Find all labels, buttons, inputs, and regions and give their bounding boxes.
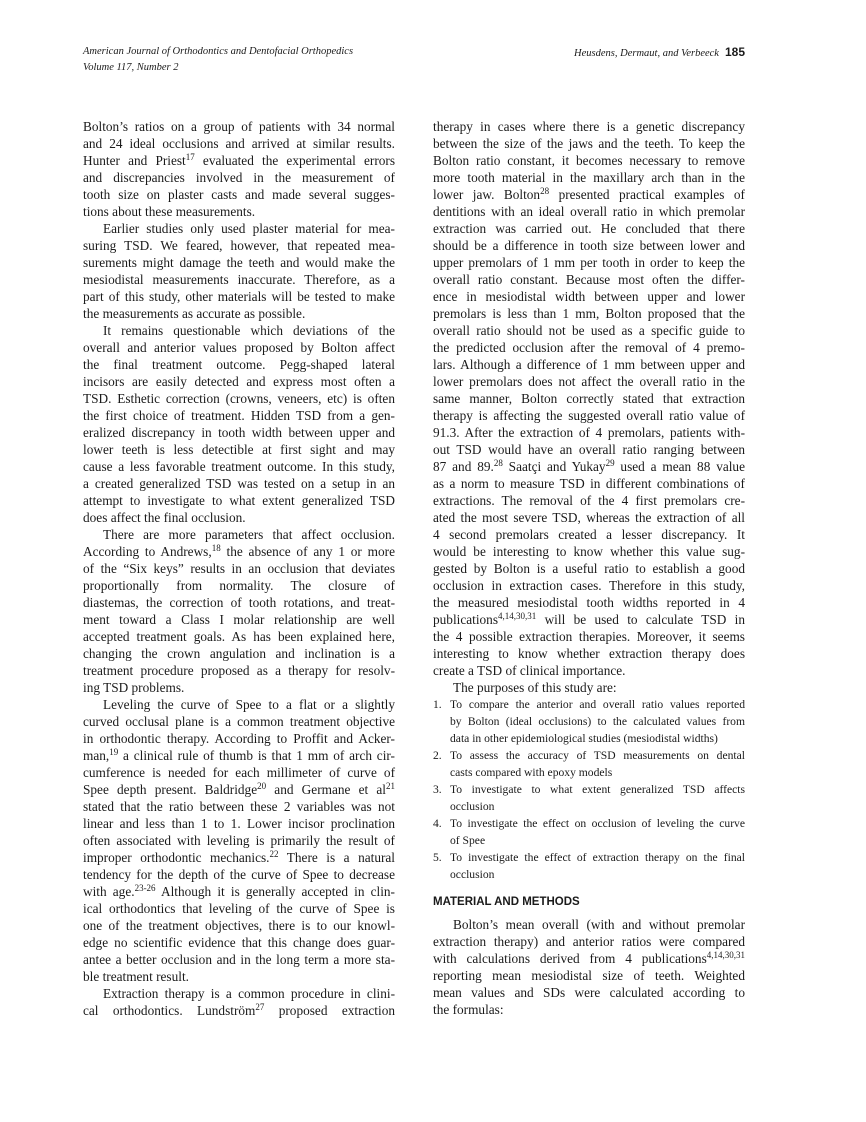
text-line: and 24 ideal occlusions and arrived at similar results. [83,136,395,151]
list-number: 5. [433,851,442,864]
text-line: does affect the final occlusion. [83,510,246,525]
citation-superscript: 28 [493,458,503,468]
purpose-list-item [433,781,745,815]
list-number: 1. [433,698,442,711]
text-line: eralized discrepancy in tooth width between upper and [83,425,395,440]
citation-superscript: 4,14,30,31 [706,950,745,960]
page-number: 185 [724,45,745,59]
citation-superscript: 4,14,30,31 [498,611,537,621]
text-line: would be interesting to know whether this value sug- [433,544,745,559]
text-line: stated that the ratio between these 2 variables was not [83,799,395,814]
text-line: overall ratio should not be used as a specific guide to [433,323,745,338]
text-line: diastemas, the correction of tooth rotations, and treat- [83,595,395,610]
text-line: ated the most severe TSD, whereas the extraction of all [433,510,745,525]
text-line: changing the crown angulation and inclination is a [83,646,395,661]
study-purposes-list [433,696,745,883]
citation-superscript: 28 [540,186,550,196]
journal-title: American Journal of Orthodontics and Dentofacial Orthopedics [83,46,354,57]
text-line: occlusion [450,800,495,813]
text-line: occlusion [450,868,495,881]
text-line: The purposes of this study are: [453,680,617,695]
paragraph [83,696,395,985]
citation-superscript: 20 [257,781,267,791]
text-line: the measurements as accurate as possible. [83,306,306,321]
text-line: attempt to investigate to what extent generalized TSD [83,493,395,508]
text-line: Bolton ratio constant, it becomes necessary to remove [433,153,745,168]
text-line: dentitions with an ideal overall ratio in which premolar [433,204,745,219]
text-line: out TSD would have an overall ratio ranging between [433,442,745,457]
paragraph [83,118,395,220]
purpose-list-item [433,747,745,781]
text-line: There are more parameters that affect occlusion. [103,527,395,542]
text-line: To investigate the effect on occlusion of leveling the curve [450,817,745,830]
text-line: upper premolars of 1 mm per tooth in order to keep the [433,255,745,270]
text-line: lower jaw. Bolton$^{28}$ presented practical examples of [433,186,745,202]
text-line: of Spee [450,834,486,847]
article-authors: Heusdens, Dermaut, and Verbeeck [574,48,719,59]
paragraph [433,916,745,1018]
purpose-list-item [433,815,745,849]
citation-superscript: 18 [211,543,221,553]
text-line: of the “Six keys” results in an occlusion that deviates [83,561,395,576]
text-line: mean values and SDs were calculated according to [433,985,745,1000]
text-line: accepted treatment goals. As has been explained here, [83,629,395,644]
text-line: man,$^{19}$ a clinical rule of thumb is that 1 mm of arch cir- [83,747,395,763]
text-line: the predicted occlusion after the removal of 4 premo- [433,340,745,355]
list-number: 3. [433,783,442,796]
running-header-right [574,44,745,62]
text-line: and discrepancies involved in the measurement of [83,170,395,185]
purpose-list-item [433,696,745,747]
text-line: To assess the accuracy of TSD measurements on dental [450,749,745,762]
text-line: tendency for the depth of the curve of Spee to decrease [83,867,395,882]
text-line: lower teeth is less detectible at first sight and may [83,442,395,457]
citation-superscript: 22 [269,849,279,859]
text-line: According to Andrews,$^{18}$ the absence of any 1 or more [83,543,395,559]
text-line: TSD. Esthetic correction (crowns, veneers, etc) is often [83,391,395,406]
purpose-list-item [433,849,745,883]
text-line: create a TSD of clinical importance. [433,663,626,678]
text-line: therapy is affecting the suggested overall ratio value of [433,408,745,423]
text-line: lower premolars does not affect the overall ratio in the [433,374,745,389]
text-line: between the size of the jaws and the teeth. To keep the [433,136,745,151]
text-line: ing TSD problems. [83,680,185,695]
text-line: the 4 possible extraction therapies. Moreover, it seems [433,629,745,644]
citation-superscript: 29 [605,458,615,468]
text-line: treatment procedure proposed as a therapy for resolv- [83,663,395,678]
text-line: part of this study, other materials will be tested to make [83,289,395,304]
text-line: improper orthodontic mechanics.$^{22}$ There is a natural [83,849,396,865]
text-line: Leveling the curve of Spee to a flat or a slightly [103,697,395,712]
citation-superscript: 27 [255,1002,265,1012]
text-line: as a norm to measure TSD in different combinations of [433,476,745,491]
text-line: Bolton’s mean overall (with and without premolar [453,917,745,932]
text-line: 87 and 89.28 Saatçi and Yukay$^{29}$ used a mean 88 value [433,458,745,474]
text-line: surements might damage the teeth and would make the [83,255,395,270]
text-line: proportionally from normality. The closure of [83,578,395,593]
journal-volume: Volume 117, Number 2 [83,62,179,73]
text-line: same manner, Bolton correctly stated that extraction [433,391,745,406]
text-line: antee a better occlusion and in the long term a more sta- [83,952,395,967]
text-line: data in other epidemiological studies (mesiodistal widths) [450,732,718,745]
text-line: extraction therapy) and anterior ratios were compared [433,934,745,949]
text-line: ble treatment result. [83,969,189,984]
text-line: premolars is less than 1 mm, Bolton proposed that the [433,306,745,321]
text-line: ence in mesiodistal width between upper and lower [433,289,745,304]
text-line: more tooth material in the maxillary arch than in the [433,170,745,185]
citation-superscript: 19 [109,747,119,757]
text-line: often associated with leveling is primarily the result of [83,833,395,848]
citation-superscript: 23-26 [134,883,156,893]
text-line: To investigate the effect of extraction therapy on the final [450,851,745,864]
list-number: 4. [433,817,442,830]
text-line: interesting to know whether extraction therapy does [433,646,745,661]
paragraph [83,220,395,322]
text-line: suring TSD. We feared, however, that repeated mea- [83,238,395,253]
text-line: ment toward a Class I molar relationship are well [83,612,395,627]
text-line: should be a difference in tooth size between lower and [433,238,745,253]
left-text-column [83,118,395,1019]
text-line: the formulas: [433,1002,504,1017]
text-line: overall ratio constant. Because most often the differ- [433,272,745,287]
text-line: casts compared with epoxy models [450,766,613,779]
right-text-column [433,118,745,696]
text-line: To investigate to what extent generalized TSD affects [450,783,745,796]
text-line: cal orthodontics. Lundström$^{27}$ proposed extraction [83,1002,395,1018]
paragraph [83,322,395,526]
text-line: Hunter and Priest$^{17}$ evaluated the experimental errors [83,152,396,168]
text-line: tooth size on plaster casts and made several sugges- [83,187,395,202]
text-line: the measured mesiodistal tooth widths reported in 4 [433,595,745,610]
text-line: tions about these measurements. [83,204,256,219]
text-line: in orthodontic therapy. According to Proffit and Acker- [83,731,395,746]
text-line: the final treatment outcome. Pegg-shaped lateral [83,357,395,372]
text-line: publications$^{4,14,30,31}$ will be used to calculate TSD in [433,611,745,627]
running-header-left [83,44,353,76]
text-line: incisors are easily detected and express most often a [83,374,395,389]
text-line: occlusion in extraction cases. Therefore in this study, [433,578,745,593]
text-line: by Bolton (ideal occlusions) to the calculated values from [450,715,745,728]
methods-text [433,916,745,1018]
text-line: extraction was carried out. He concluded that there [433,221,745,236]
text-line: extractions. The removal of the 4 first premolars cre- [433,493,745,508]
text-line: the first choice of treatment. Hidden TSD from a gen- [83,408,395,423]
text-line: linear and less than 1 to 1. Lower incisor proclination [83,816,395,831]
citation-superscript: 21 [385,781,395,791]
text-line: curved occlusal plane is a common treatment objective [83,714,395,729]
text-line: a created generalized TSD was tested on a setup in an [83,476,395,491]
text-line: one of the treatment objectives, there is to our knowl- [83,918,395,933]
text-line: gested by Bolton is a useful ratio to establish a good [433,561,745,576]
text-line: reporting mean mesiodistal size of teeth. Weighted [433,968,745,983]
text-line: Bolton’s ratios on a group of patients with 34 normal [83,119,395,134]
text-line: Earlier studies only used plaster material for mea- [103,221,395,236]
text-line: lars. Although a difference of 1 mm between upper and [433,357,745,372]
list-number: 2. [433,749,442,762]
text-line: ical orthodontics that leveling of the curve of Spee is [83,901,395,916]
paragraph [433,679,745,696]
text-line: mesiodistal measurements inaccurate. Therefore, as a [83,272,395,287]
text-line: It remains questionable which deviations of the [103,323,395,338]
text-line: 91.3. After the extraction of 4 premolars, patients with- [433,425,745,440]
paragraph [83,985,395,1019]
text-line: overall and anterior values proposed by Bolton affect [83,340,395,355]
text-line: cause a less favorable treatment outcome. In this study, [83,459,395,474]
text-line: Extraction therapy is a common procedure in clini- [103,986,395,1001]
section-heading-material-methods: MATERIAL AND METHODS [433,896,580,908]
text-line: To compare the anterior and overall ratio values reported [450,698,745,711]
citation-superscript: 17 [185,152,195,162]
text-line: Spee depth present. Baldridge$^{20}$ and Germane et $al^{21}$ [83,781,395,797]
text-line: edge no scientific evidence that this change does guar- [83,935,395,950]
text-line: with age.$^{23-26}$ Although it is generally accepted in clin- [83,883,395,899]
text-line: cumference is needed for each millimeter of curve of [83,765,395,780]
text-line: 4 second premolars created a lesser discrepancy. It [433,527,745,542]
text-line: with calculations derived from 4 publications$^{4,14,30,31}$ [433,950,745,966]
paragraph [83,526,395,696]
text-line: therapy in cases where there is a genetic discrepancy [433,119,745,134]
paragraph [433,118,745,679]
